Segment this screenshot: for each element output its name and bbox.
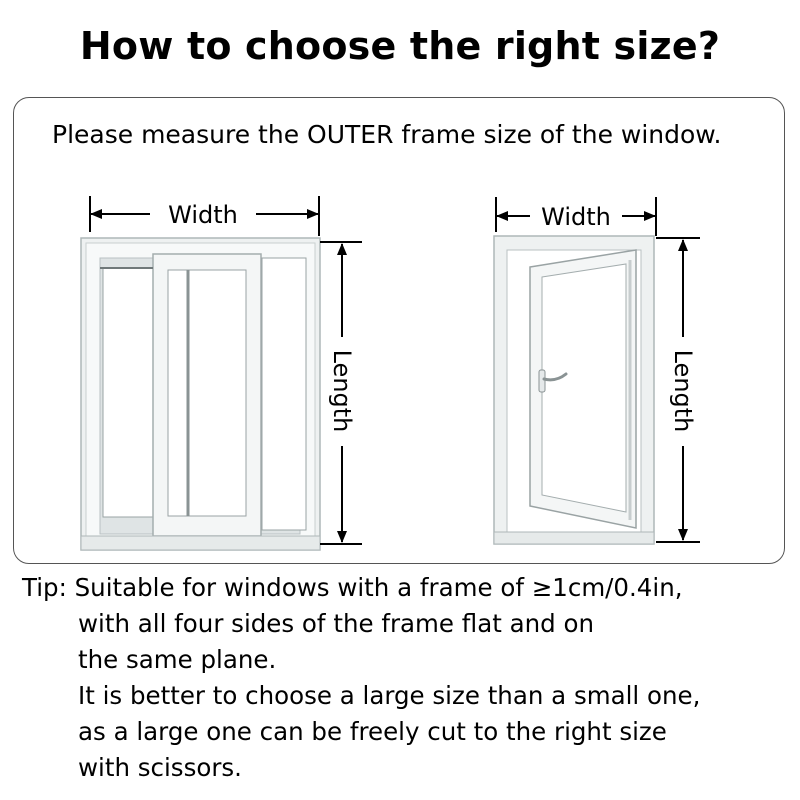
casement-window-illustration [494, 236, 654, 544]
casement-length-label: Length [669, 349, 697, 433]
sliding-length-label: Length [328, 349, 356, 433]
casement-width-label: Width [541, 203, 611, 231]
sliding-width-label: Width [168, 201, 238, 229]
sliding-length-dimension [320, 242, 362, 544]
page-title: How to choose the right size? [79, 24, 721, 68]
casement-length-dimension [656, 238, 700, 542]
tip-line: the same plane. [78, 645, 277, 674]
casement-width-dimension [496, 197, 656, 236]
sliding-width-dimension [90, 196, 319, 236]
sliding-window-illustration [81, 238, 320, 550]
tip-line: as a large one can be freely cut to the right size [78, 717, 667, 746]
tip-line: with scissors. [78, 753, 242, 782]
tip-line: Tip: Suitable for windows with a frame of ≥1cm/0.4in, [22, 573, 683, 602]
tip-text [22, 570, 700, 786]
tip-line: It is better to choose a large size than a small one, [78, 681, 701, 710]
instruction-text: Please measure the OUTER frame size of the window. [52, 120, 722, 149]
tip-line: with all four sides of the frame flat and on [78, 609, 595, 638]
